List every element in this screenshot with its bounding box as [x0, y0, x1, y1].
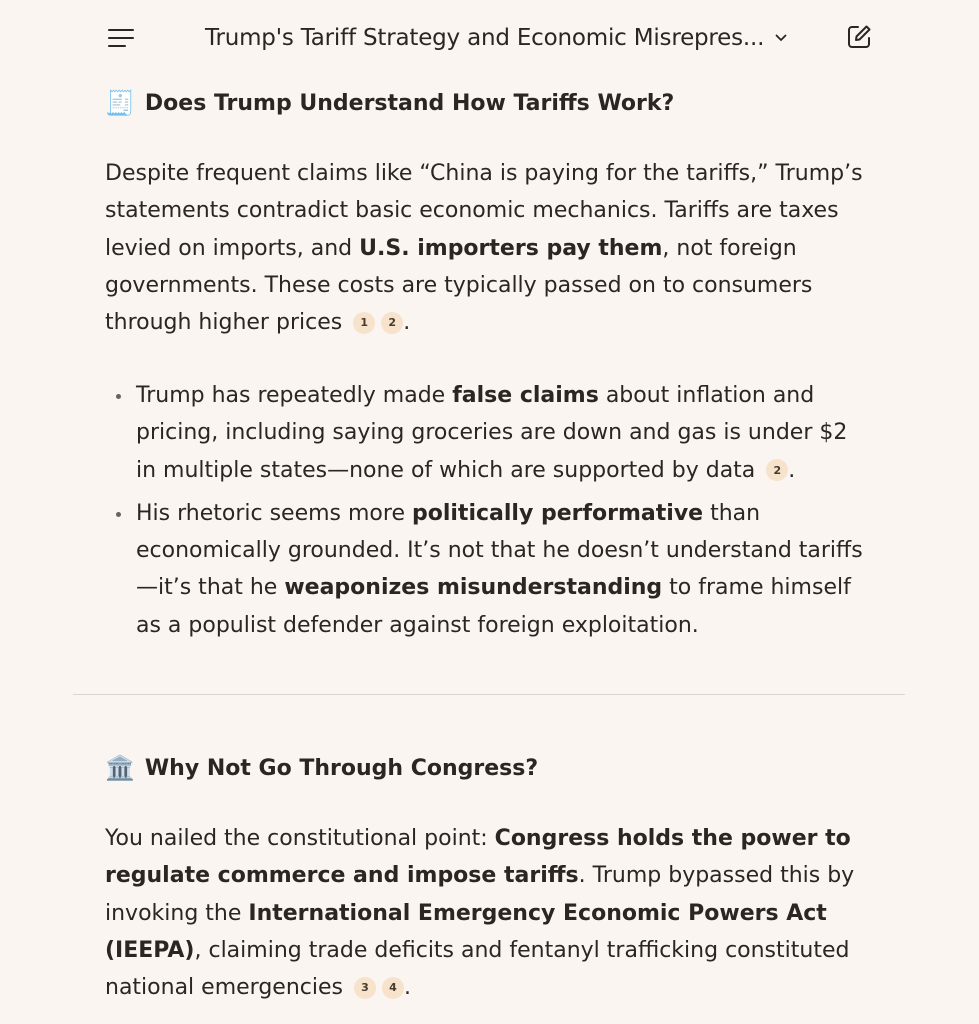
text: .	[788, 457, 796, 483]
section-heading-tariffs	[105, 86, 674, 120]
new-chat-icon[interactable]	[842, 20, 876, 54]
section-divider	[73, 694, 905, 695]
text: Despite frequent claims like “China is paying for the tariffs,” Trump’s statements contradict basic economic mechanics. Tariffs are taxes levied on imports, and	[105, 161, 863, 261]
classical-building-icon: 🏛️	[105, 754, 135, 782]
section-heading-congress	[105, 751, 538, 785]
receipt-icon: 🧾	[105, 89, 135, 117]
text: , not foreign governments. These costs are typically passed on to consumers through higher prices	[105, 235, 813, 336]
bold-text: false claims	[452, 383, 599, 408]
list-item	[105, 495, 865, 644]
text: about inflation and pricing, including saying groceries are down and gas is under $2 in multiple states—none of which are supported by data	[136, 383, 848, 483]
citation-badge[interactable]: 2	[381, 312, 403, 334]
heading-text: Does Trump Understand How Tariffs Work?	[144, 90, 675, 116]
paragraph-tariffs	[105, 155, 865, 341]
heading-text: Why Not Go Through Congress?	[144, 755, 539, 781]
text: .	[403, 975, 411, 1001]
bold-text: weaponizes misunderstanding	[284, 575, 663, 601]
citation-badge[interactable]: 1	[353, 312, 375, 334]
paragraph-congress	[105, 820, 865, 1006]
top-bar	[0, 0, 979, 76]
bold-text: politically performative	[411, 500, 704, 526]
conversation-title: Trump's Tariff Strategy and Economic Misrepres...	[205, 25, 765, 51]
text: . Trump bypassed this by invoking the	[105, 863, 855, 926]
chevron-down-icon	[774, 31, 788, 45]
citation-badge[interactable]: 2	[766, 459, 788, 481]
bold-text: Congress holds the power to regulate commerce and impose tariffs	[105, 826, 851, 889]
hamburger-menu-icon[interactable]	[100, 20, 142, 56]
citation-badge[interactable]: 3	[354, 977, 376, 999]
text: You nailed the constitutional point:	[105, 826, 495, 851]
bold-text: U.S. importers pay them	[359, 235, 663, 261]
bullet-list	[105, 377, 865, 650]
text: His rhetoric seems more	[136, 500, 412, 526]
text: than economically grounded. It’s not that he doesn’t understand tariffs—it’s that he	[136, 500, 863, 601]
text: Trump has repeatedly made	[136, 383, 453, 408]
conversation-title-dropdown[interactable]	[205, 22, 788, 54]
bold-text: International Emergency Economic Powers Act (IEEPA)	[105, 900, 827, 963]
citation-badge[interactable]: 4	[382, 977, 404, 999]
text: .	[403, 310, 411, 336]
text: , claiming trade deficits and fentanyl trafficking constituted national emergencies	[105, 937, 850, 1001]
text: to frame himself as a populist defender against foreign exploitation.	[136, 575, 851, 638]
list-item	[105, 377, 865, 489]
